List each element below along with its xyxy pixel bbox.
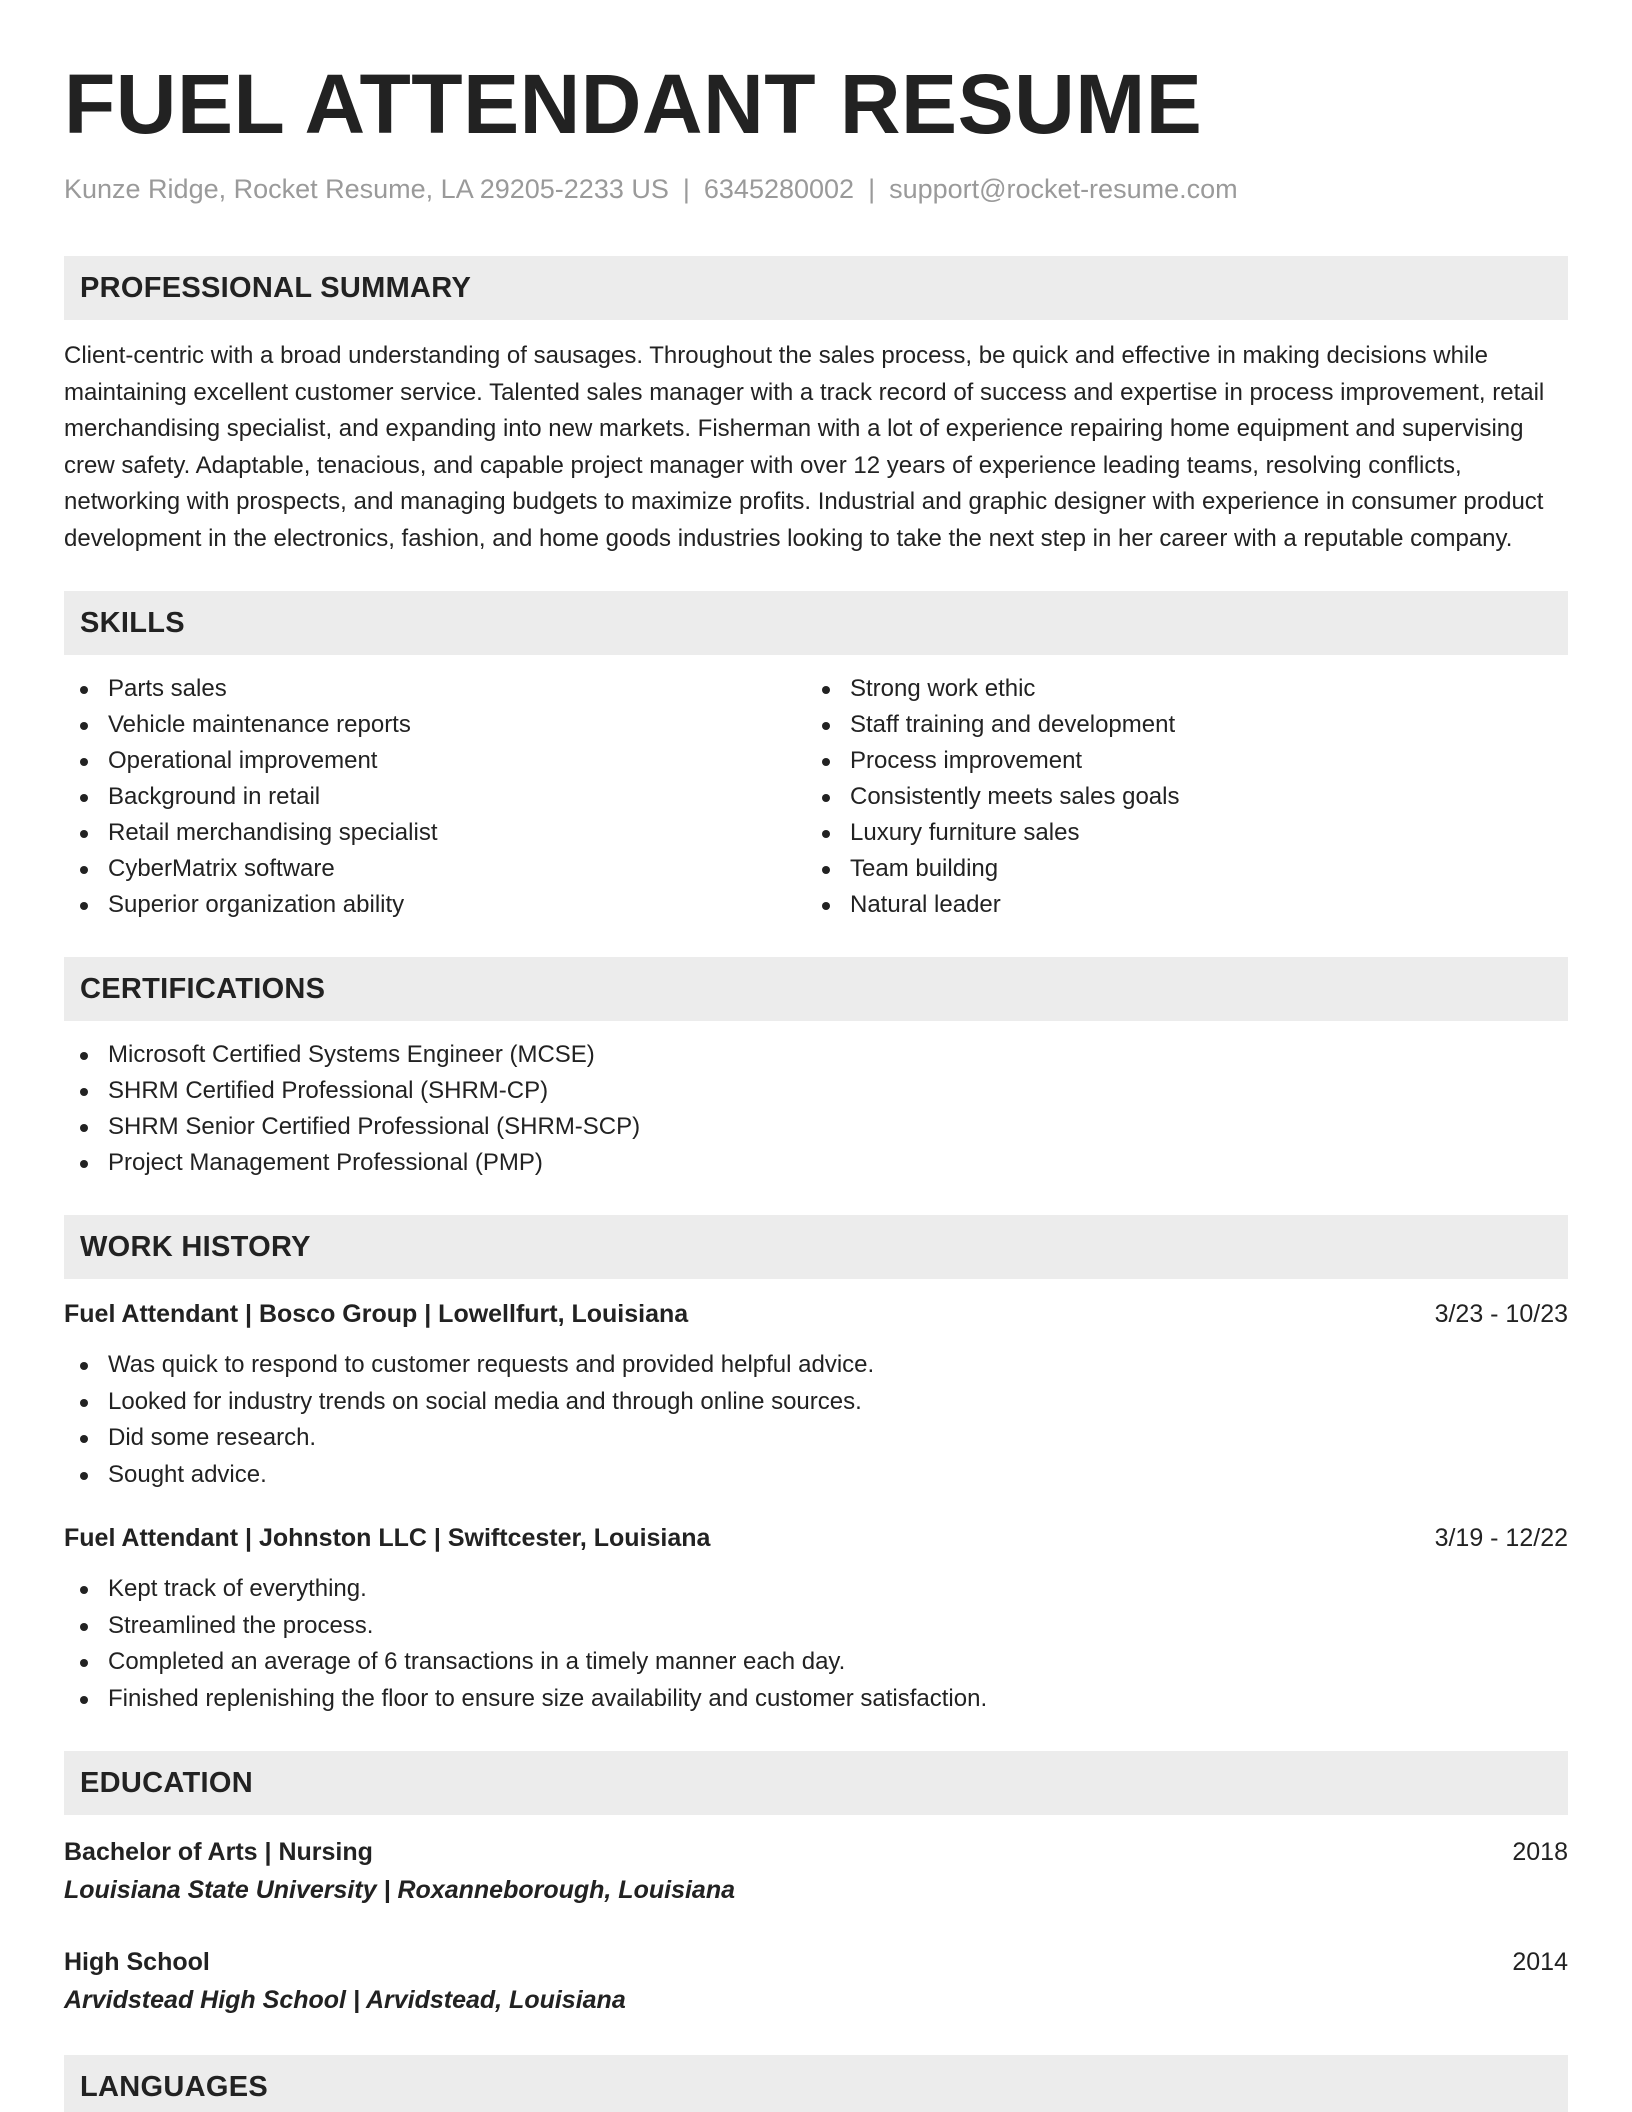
skills-column-left (64, 671, 806, 923)
skill-item: Operational improvement (64, 743, 806, 779)
education-school: Arvidstead High School | Arvidstead, Louisiana (64, 1986, 626, 2014)
job-bullet: Kept track of everything. (64, 1571, 1568, 1608)
job-dates: 3/23 - 10/23 (1434, 1300, 1568, 1328)
certification-item: Microsoft Certified Systems Engineer (MCSE) (64, 1037, 1568, 1073)
education-year: 2014 (1512, 1948, 1568, 1976)
certification-item: Project Management Professional (PMP) (64, 1145, 1568, 1181)
education-school: Louisiana State University | Roxanneborough, Louisiana (64, 1876, 735, 1904)
section-heading-certifications: CERTIFICATIONS (64, 957, 1568, 1021)
job-bullet: Sought advice. (64, 1457, 1568, 1494)
certification-item: SHRM Senior Certified Professional (SHRM-SCP) (64, 1109, 1568, 1145)
contact-address: Kunze Ridge, Rocket Resume, LA 29205-2233 US (64, 174, 669, 204)
job-bullet: Streamlined the process. (64, 1608, 1568, 1645)
job-title: Fuel Attendant | Johnston LLC | Swiftcester, Louisiana (64, 1524, 711, 1552)
job-bullet: Did some research. (64, 1420, 1568, 1457)
job-dates: 3/19 - 12/22 (1434, 1524, 1568, 1552)
resume-title: FUEL ATTENDANT RESUME (64, 57, 1203, 151)
certification-item: SHRM Certified Professional (SHRM-CP) (64, 1073, 1568, 1109)
job-header (64, 1521, 1568, 1555)
section-heading-summary: PROFESSIONAL SUMMARY (64, 256, 1568, 320)
skill-item: Retail merchandising specialist (64, 815, 806, 851)
skill-item: Process improvement (806, 743, 1548, 779)
summary-text: Client-centric with a broad understanding of sausages. Throughout the sales process, be quick and effective in making decisions while maintaining excellent customer service. Talented sales manager with a track record of success and expertise in process improvement, retail merchandising specialist, and expanding into new markets. Fisherman with a lot of experience repairing home equipment and supervising crew safety. Adaptable, tenacious, and capable project manager with over 12 years of experience leading teams, resolving conflicts, networking with prospects, and managing budgets to maximize profits. Industrial and graphic designer with experience in consumer product development in the electronics, fashion, and home goods industries looking to take the next step in her career with a reputable company. (64, 342, 1545, 552)
contact-separator: | (868, 174, 876, 204)
job-header (64, 1297, 1568, 1331)
job-bullets (64, 1571, 1568, 1717)
skill-item: Natural leader (806, 887, 1548, 923)
education-item (64, 1833, 1568, 1909)
contact-line (64, 172, 1568, 206)
job-bullet: Looked for industry trends on social media and through online sources. (64, 1384, 1568, 1421)
skill-item: Strong work ethic (806, 671, 1548, 707)
education-item (64, 1943, 1568, 2019)
section-heading-education: EDUCATION (64, 1751, 1568, 1815)
skill-item: Superior organization ability (64, 887, 806, 923)
section-heading-languages: LANGUAGES (64, 2055, 1568, 2112)
skill-item: Vehicle maintenance reports (64, 707, 806, 743)
job-bullet: Finished replenishing the floor to ensure size availability and customer satisfaction. (64, 1681, 1568, 1718)
job-bullet: Was quick to respond to customer requests and provided helpful advice. (64, 1347, 1568, 1384)
skills-column-right (806, 671, 1548, 923)
section-heading-skills: SKILLS (64, 591, 1568, 655)
contact-separator: | (682, 174, 690, 204)
skill-item: Luxury furniture sales (806, 815, 1548, 851)
contact-email: support@rocket-resume.com (889, 174, 1238, 204)
job-bullet: Completed an average of 6 transactions in a timely manner each day. (64, 1644, 1568, 1681)
education-row (64, 1943, 1568, 1981)
skill-item: Parts sales (64, 671, 806, 707)
skill-item: Consistently meets sales goals (806, 779, 1548, 815)
job-bullets (64, 1347, 1568, 1493)
education-degree: Bachelor of Arts | Nursing (64, 1838, 373, 1866)
education-row (64, 1833, 1568, 1871)
job-title: Fuel Attendant | Bosco Group | Lowellfurt, Louisiana (64, 1300, 689, 1328)
skills-grid (64, 671, 1568, 923)
skill-item: Staff training and development (806, 707, 1548, 743)
skill-item: CyberMatrix software (64, 851, 806, 887)
education-year: 2018 (1512, 1838, 1568, 1866)
contact-phone: 6345280002 (703, 174, 855, 204)
skill-item: Background in retail (64, 779, 806, 815)
skill-item: Team building (806, 851, 1548, 887)
certifications-list (64, 1037, 1568, 1181)
section-heading-work-history: WORK HISTORY (64, 1215, 1568, 1279)
education-degree: High School (64, 1948, 210, 1976)
